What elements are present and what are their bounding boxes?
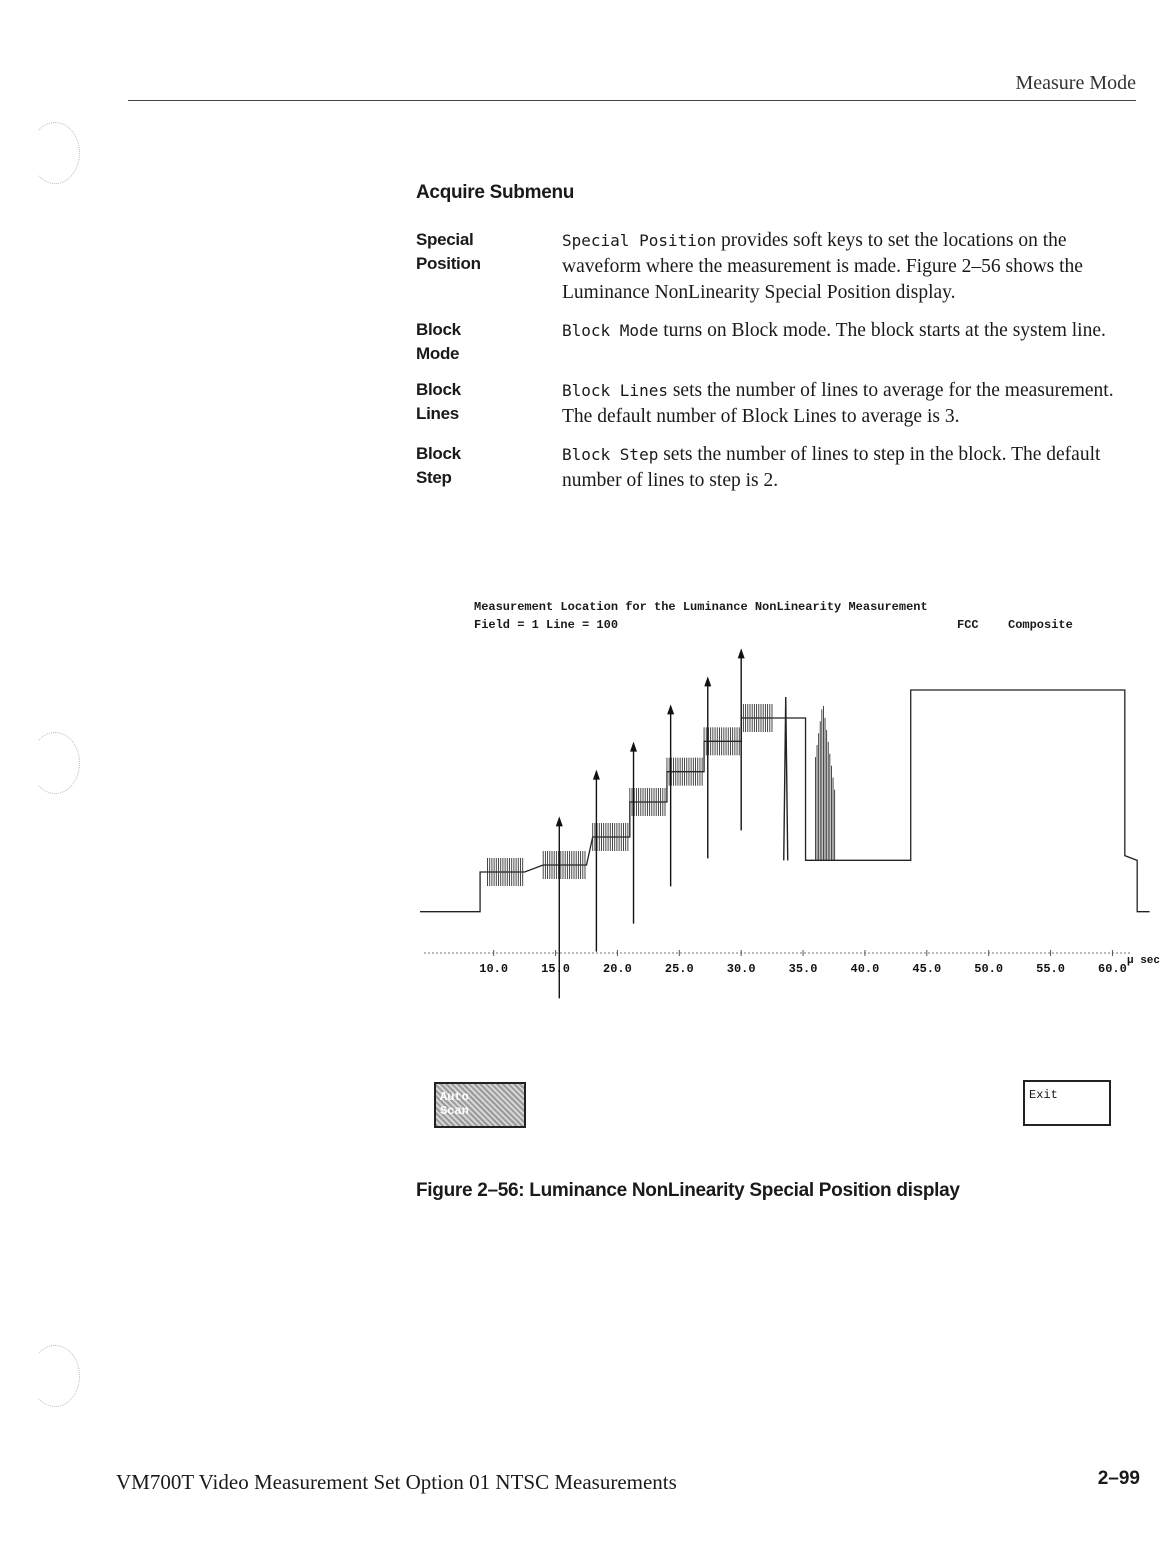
auto-scan-softkey[interactable]: Auto Scan xyxy=(434,1082,526,1128)
modulated-pulse xyxy=(815,706,834,860)
code-term: Block Lines xyxy=(562,381,668,400)
x-tick-label: 25.0 xyxy=(664,962,694,976)
marker-head xyxy=(704,676,711,686)
term: Block Step xyxy=(416,444,461,487)
screen-standard: FCC xyxy=(957,618,979,632)
x-tick-label: 60.0 xyxy=(1098,962,1127,976)
description-text: sets the number of lines to average for the measurement. The default number of Block Lines to average is 3. xyxy=(562,380,1114,427)
x-tick-label: 35.0 xyxy=(788,962,818,976)
term: Block Lines xyxy=(416,380,461,423)
x-tick-label: 20.0 xyxy=(603,962,632,976)
term: Block Mode xyxy=(416,320,461,363)
marker-head xyxy=(667,704,674,714)
figure-caption: Figure 2–56: Luminance NonLinearity Special Position display xyxy=(416,1180,960,1201)
sync-pulse xyxy=(784,697,788,860)
x-tick-label: 10.0 xyxy=(479,962,509,976)
screen-title: Measurement Location for the Luminance NonLinearity Measurement xyxy=(474,600,928,614)
x-tick-label: 50.0 xyxy=(974,962,1004,976)
term: Special Position xyxy=(416,230,481,273)
marker-head xyxy=(630,742,637,752)
x-tick-label: 40.0 xyxy=(850,962,880,976)
code-term: Special Position xyxy=(562,231,717,250)
marker-arrow-3 xyxy=(630,742,637,924)
marker-head xyxy=(593,770,600,780)
x-tick-label: 45.0 xyxy=(912,962,942,976)
marker-arrow-4 xyxy=(667,704,674,886)
x-axis-label: µ sec xyxy=(1127,955,1161,967)
description-text: sets the number of lines to step in the block. The default number of lines to step is 2. xyxy=(562,444,1101,491)
description-text: provides soft keys to set the locations on the waveform where the measurement is made. Figure 2–56 shows the Luminance NonLinearity Special Position display. xyxy=(562,230,1083,303)
description-text: turns on Block mode. The block starts at the system line. xyxy=(658,320,1106,341)
exit-softkey[interactable]: Exit xyxy=(1023,1080,1111,1126)
step-burst-7 xyxy=(741,704,772,732)
marker-head xyxy=(556,816,563,826)
screen-field-line: Field = 1 Line = 100 xyxy=(474,618,619,632)
marker-head xyxy=(738,648,745,658)
x-tick-label: 55.0 xyxy=(1036,962,1065,976)
footer-title: VM700T Video Measurement Set Option 01 NTSC Measurements xyxy=(116,1470,677,1494)
code-term: Block Step xyxy=(562,445,659,464)
x-tick-label: 15.0 xyxy=(541,962,570,976)
screen-signal: Composite xyxy=(1008,618,1073,632)
marker-arrow-5 xyxy=(704,676,711,858)
marker-arrow-6 xyxy=(738,648,745,830)
page-number: 2–99 xyxy=(1097,1468,1140,1489)
marker-arrow-2 xyxy=(593,770,600,952)
running-header: Measure Mode xyxy=(1015,72,1136,94)
section-heading: Acquire Submenu xyxy=(416,182,575,203)
code-term: Block Mode xyxy=(562,321,659,340)
x-tick-label: 30.0 xyxy=(726,962,756,976)
